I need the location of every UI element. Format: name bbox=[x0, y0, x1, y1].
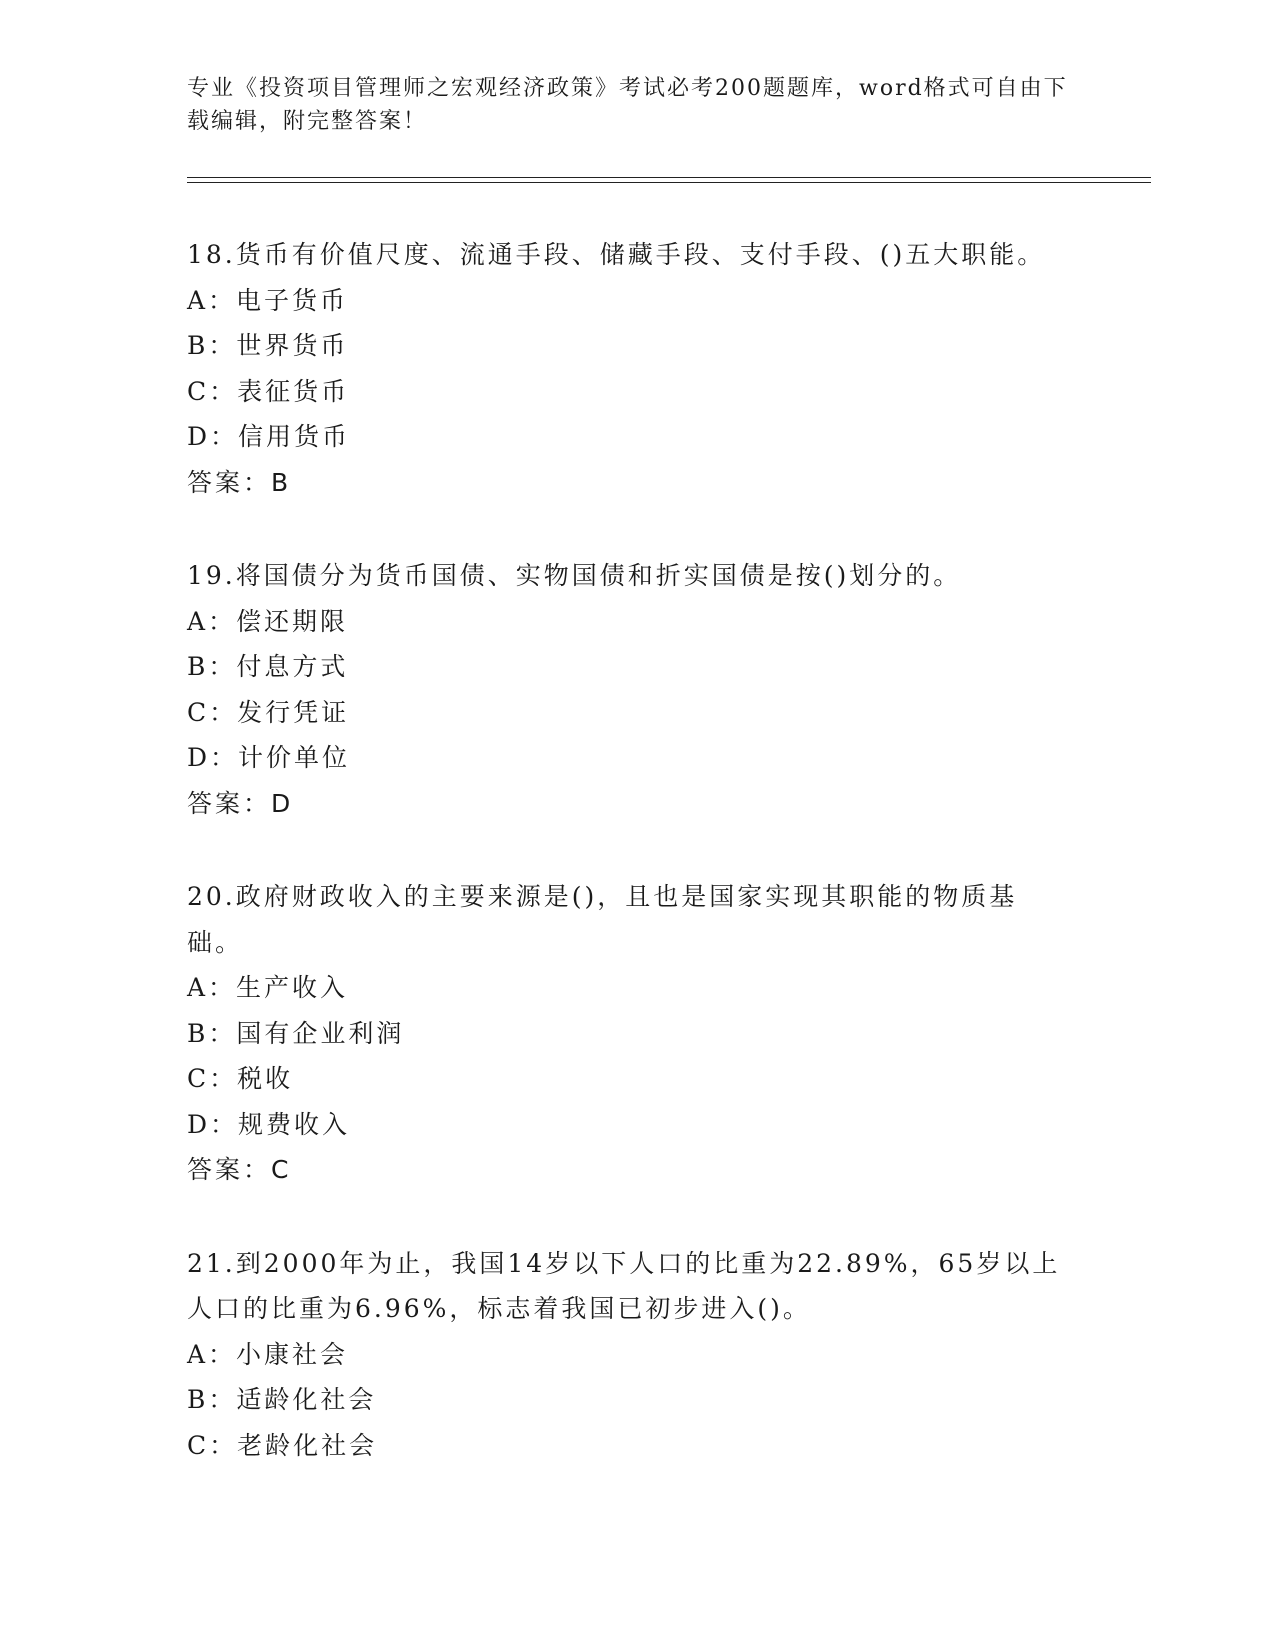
document-header: 专业《投资项目管理师之宏观经济政策》考试必考200题题库，word格式可自由下载编辑，附完整答案！ bbox=[187, 76, 1068, 134]
question-stem: 21.到2000年为止，我国14岁以下人口的比重为22.89%，65岁以上人口的比重为6.96%，标志着我国已初步进入()。 bbox=[187, 1248, 1061, 1323]
option-a: A：电子货币 bbox=[187, 285, 349, 315]
option-c: C：发行凭证 bbox=[187, 697, 350, 727]
question-stem: 20.政府财政收入的主要来源是()，且也是国家实现其职能的物质基础。 bbox=[187, 882, 1018, 957]
option-a: A：偿还期限 bbox=[187, 606, 349, 636]
option-d: D：规费收入 bbox=[187, 1109, 351, 1139]
question-19 bbox=[187, 553, 1087, 826]
option-c: C：老龄化社会 bbox=[187, 1430, 378, 1460]
option-b: B：付息方式 bbox=[187, 652, 349, 681]
header-divider-bottom bbox=[187, 182, 1151, 183]
option-d: D：计价单位 bbox=[187, 743, 351, 772]
option-c: C：税收 bbox=[187, 1064, 294, 1093]
option-b: B：适龄化社会 bbox=[187, 1385, 377, 1414]
answer: 答案：C bbox=[187, 1155, 292, 1184]
question-21 bbox=[187, 1241, 1087, 1469]
option-c: C：表征货币 bbox=[187, 376, 350, 406]
option-d: D：信用货币 bbox=[187, 422, 351, 451]
option-a: A：小康社会 bbox=[187, 1339, 349, 1369]
question-20 bbox=[187, 874, 1087, 1193]
question-stem: 19.将国债分为货币国债、实物国债和折实国债是按()划分的。 bbox=[187, 561, 962, 590]
answer: 答案：D bbox=[187, 788, 294, 818]
option-b: B：国有企业利润 bbox=[187, 1018, 405, 1048]
header-divider-top bbox=[187, 177, 1151, 178]
option-b: B：世界货币 bbox=[187, 331, 349, 360]
question-list bbox=[187, 232, 1087, 1516]
answer: 答案：B bbox=[187, 467, 292, 497]
question-18 bbox=[187, 232, 1087, 505]
question-stem: 18.货币有价值尺度、流通手段、储藏手段、支付手段、()五大职能。 bbox=[187, 240, 1046, 269]
option-a: A：生产收入 bbox=[187, 973, 349, 1002]
